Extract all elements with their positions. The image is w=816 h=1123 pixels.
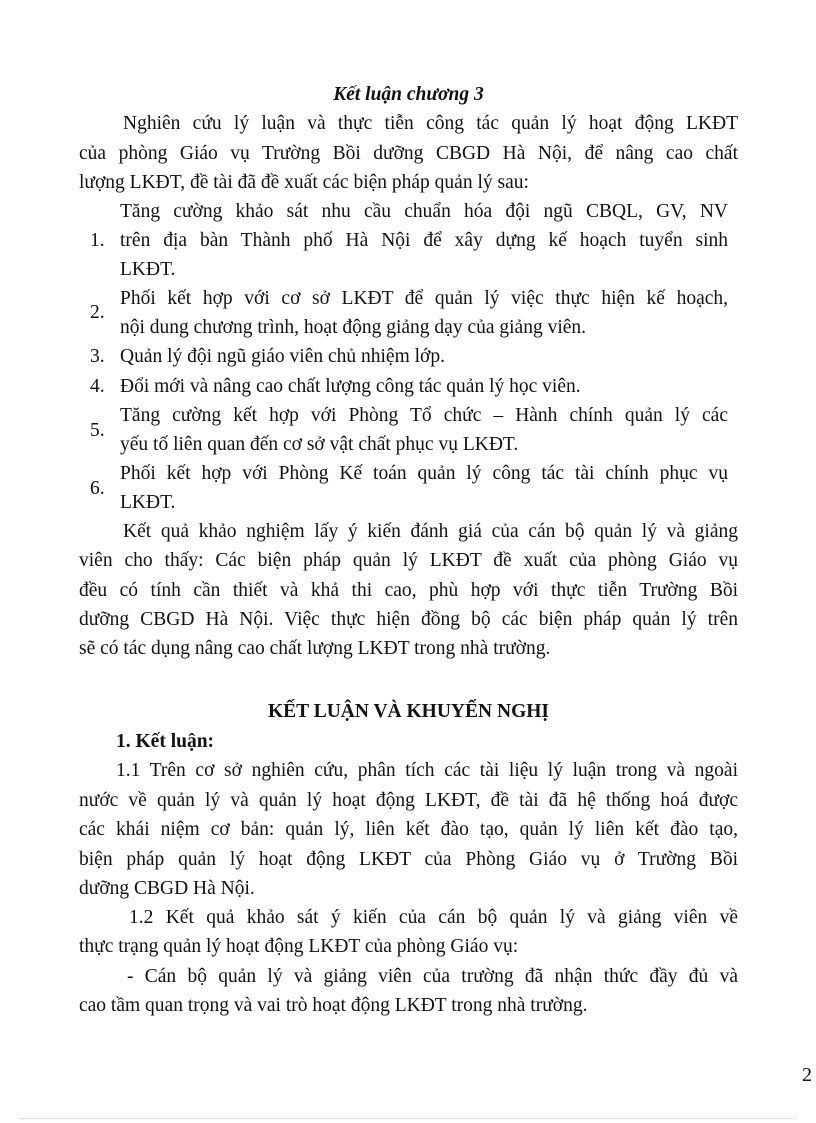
list-item-line: LKĐT. xyxy=(120,492,176,513)
paragraph-line: thực trạng quản lý hoạt động LKĐT của phòng Giáo vụ: xyxy=(79,936,519,957)
list-item-line: Quản lý đội ngũ giáo viên chủ nhiệm lớp. xyxy=(120,346,445,367)
subheading: 1. Kết luận: xyxy=(116,731,215,752)
list-item-line: Phối kết hợp với Phòng Kế toán quản lý công tác tài chính phục vụ xyxy=(120,463,728,484)
list-item-number: 3. xyxy=(90,346,105,367)
paragraph-line: - Cán bộ quản lý và giảng viên của trường đã nhận thức đầy đủ và xyxy=(127,966,738,987)
list-item-number: 2. xyxy=(90,302,105,323)
paragraph-line: cao tầm quan trọng và vai trò hoạt động LKĐT trong nhà trường. xyxy=(79,995,588,1016)
list-item-line: Tăng cường kết hợp với Phòng Tổ chức – Hành chính quản lý các xyxy=(120,405,728,426)
page-number: 2 xyxy=(802,1064,812,1086)
paragraph-line: nước về quản lý và quản lý hoạt động LKĐT, đề tài đã hệ thống hoá được xyxy=(79,790,738,811)
list-item-number: 5. xyxy=(90,420,105,441)
list-item-line: Đổi mới và nâng cao chất lượng công tác quản lý học viên. xyxy=(120,376,581,397)
paragraph-line: dưỡng CBGD Hà Nội. xyxy=(79,878,255,899)
list-item-line: LKĐT. xyxy=(120,259,176,280)
list-item-line: nội dung chương trình, hoạt động giảng dạy của giảng viên. xyxy=(120,317,587,338)
list-item-line: yếu tố liên quan đến cơ sở vật chất phục vụ LKĐT. xyxy=(120,434,519,455)
list-item-number: 1. xyxy=(90,230,105,251)
result-line: sẽ có tác dụng nâng cao chất lượng LKĐT trong nhà trường. xyxy=(79,638,551,659)
result-line: dưỡng CBGD Hà Nội. Việc thực hiện đồng bộ các biện pháp quản lý trên xyxy=(79,609,738,630)
paragraph-line: 1.2 Kết quả khảo sát ý kiến của cán bộ quản lý và giảng viên về xyxy=(129,907,738,928)
result-line: Kết quả khảo nghiệm lấy ý kiến đánh giá của cán bộ quản lý và giảng xyxy=(123,521,738,542)
intro-line: lượng LKĐT, đề tài đã đề xuất các biện pháp quản lý sau: xyxy=(79,172,529,193)
list-item-line: Phối kết hợp với cơ sở LKĐT để quản lý việc thực hiện kế hoạch, xyxy=(120,288,728,309)
paragraph-line: 1.1 Trên cơ sở nghiên cứu, phân tích các tài liệu lý luận trong và ngoài xyxy=(116,760,738,781)
list-item-number: 4. xyxy=(90,376,105,397)
result-line: đều có tính cần thiết và khả thi cao, phù hợp với thực tiễn Trường Bồi xyxy=(79,580,738,601)
footer-divider xyxy=(20,1118,796,1119)
chapter-conclusion-title: Kết luận chương 3 xyxy=(333,84,484,105)
list-item-line: Tăng cường khảo sát nhu cầu chuẩn hóa đội ngũ CBQL, GV, NV xyxy=(120,201,728,222)
paragraph-line: biện pháp quản lý hoạt động LKĐT của Phòng Giáo vụ ở Trường Bồi xyxy=(79,849,738,870)
list-item-number: 6. xyxy=(90,478,105,499)
intro-line: Nghiên cứu lý luận và thực tiễn công tác quản lý hoạt động LKĐT xyxy=(123,113,738,134)
intro-line: của phòng Giáo vụ Trường Bồi dưỡng CBGD Hà Nội, để nâng cao chất xyxy=(79,143,738,164)
list-item-line: trên địa bàn Thành phố Hà Nội để xây dựng kế hoạch tuyển sinh xyxy=(120,230,728,251)
paragraph-line: các khái niệm cơ bản: quản lý, liên kết đào tạo, quản lý liên kết đào tạo, xyxy=(79,819,738,840)
result-line: viên cho thấy: Các biện pháp quản lý LKĐT đề xuất của phòng Giáo vụ xyxy=(79,550,738,571)
section-title: KẾT LUẬN VÀ KHUYẾN NGHỊ xyxy=(268,701,549,722)
